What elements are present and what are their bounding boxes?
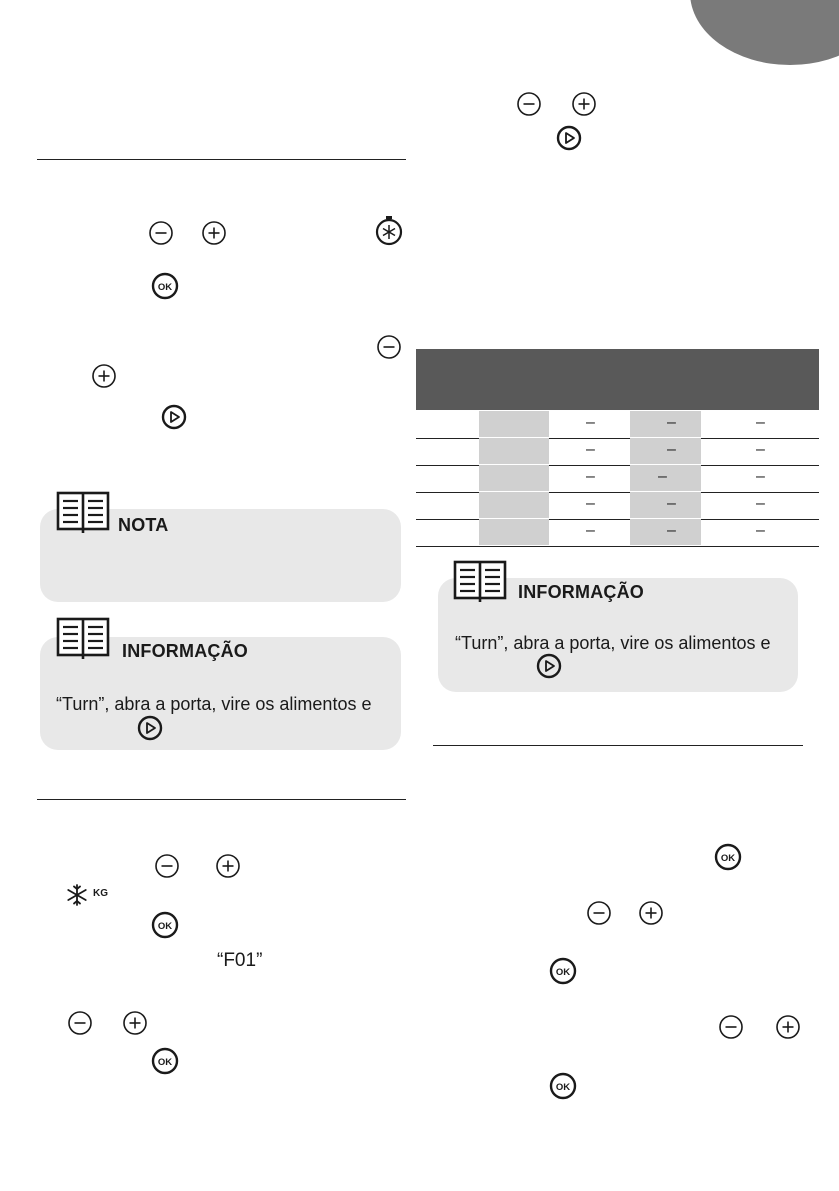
- table-cell: –: [667, 441, 676, 458]
- minus-icon: [516, 91, 542, 117]
- table-cell-shade: [479, 492, 549, 518]
- table-cell: –: [667, 522, 676, 539]
- svg-text:OK: OK: [720, 853, 736, 864]
- table-cell-shade: [479, 438, 549, 464]
- kg-label: KG: [93, 888, 108, 899]
- table-row: [416, 411, 819, 439]
- svg-text:OK: OK: [157, 921, 173, 932]
- svg-text:OK: OK: [555, 1082, 571, 1093]
- plus-icon: [638, 900, 664, 926]
- ok-icon: [151, 911, 179, 939]
- minus-icon: [154, 853, 180, 879]
- note-title: NOTA: [118, 515, 169, 535]
- minus-icon: [148, 220, 174, 246]
- section-divider: [433, 745, 803, 746]
- table-cell: –: [756, 468, 765, 485]
- plus-icon: [571, 91, 597, 117]
- minus-icon: [67, 1010, 93, 1036]
- table-cell: –: [756, 414, 765, 431]
- table-cell-shade: [630, 492, 701, 518]
- table-cell-shade: [479, 519, 549, 545]
- info-title: INFORMAÇÃO: [122, 641, 248, 661]
- snowflake-icon: [65, 883, 89, 907]
- table-cell: –: [756, 495, 765, 512]
- minus-icon: [376, 334, 402, 360]
- table-cell-shade: [479, 411, 549, 437]
- book-icon: [56, 617, 110, 661]
- table-row: [416, 519, 819, 547]
- ok-icon: [151, 1047, 179, 1075]
- section-divider: [37, 159, 406, 160]
- plus-icon: [201, 220, 227, 246]
- section-divider: [37, 799, 406, 800]
- svg-text:OK: OK: [157, 1057, 173, 1068]
- plus-icon: [775, 1014, 801, 1040]
- minus-icon: [586, 900, 612, 926]
- svg-text:OK: OK: [157, 282, 173, 293]
- info-text: “Turn”, abra a porta, vire os alimentos e: [56, 694, 372, 714]
- table-cell: –: [586, 495, 595, 512]
- play-icon: [137, 715, 163, 741]
- ok-icon: [549, 957, 577, 985]
- table-cell: –: [667, 495, 676, 512]
- table-cell-shade: [630, 438, 701, 464]
- table-cell: –: [586, 441, 595, 458]
- book-icon: [56, 491, 110, 535]
- table-cell: –: [586, 414, 595, 431]
- ok-icon: [714, 843, 742, 871]
- ok-icon: [151, 272, 179, 300]
- play-icon: [536, 653, 562, 679]
- plus-icon: [91, 363, 117, 389]
- table-cell-shade: [630, 519, 701, 545]
- table-row: [416, 492, 819, 520]
- svg-text:OK: OK: [555, 967, 571, 978]
- table-header: [416, 349, 819, 410]
- table-cell: –: [756, 522, 765, 539]
- page-tab-marker: [690, 0, 839, 65]
- table-cell: –: [586, 468, 595, 485]
- table-cell: –: [658, 468, 667, 485]
- table-cell-shade: [479, 465, 549, 491]
- info-text: “Turn”, abra a porta, vire os alimentos e: [455, 633, 771, 653]
- plus-icon: [215, 853, 241, 879]
- play-icon: [556, 125, 582, 151]
- defrost-timer-icon: [374, 214, 404, 246]
- table-row: [416, 465, 819, 493]
- table-cell: –: [586, 522, 595, 539]
- table-cell: –: [756, 441, 765, 458]
- table-row: [416, 438, 819, 466]
- ok-icon: [549, 1072, 577, 1100]
- book-icon: [453, 560, 507, 604]
- table-cell: –: [667, 414, 676, 431]
- plus-icon: [122, 1010, 148, 1036]
- error-code: “F01”: [217, 950, 263, 971]
- info-title: INFORMAÇÃO: [518, 582, 644, 602]
- table-cell-shade: [630, 411, 701, 437]
- play-icon: [161, 404, 187, 430]
- minus-icon: [718, 1014, 744, 1040]
